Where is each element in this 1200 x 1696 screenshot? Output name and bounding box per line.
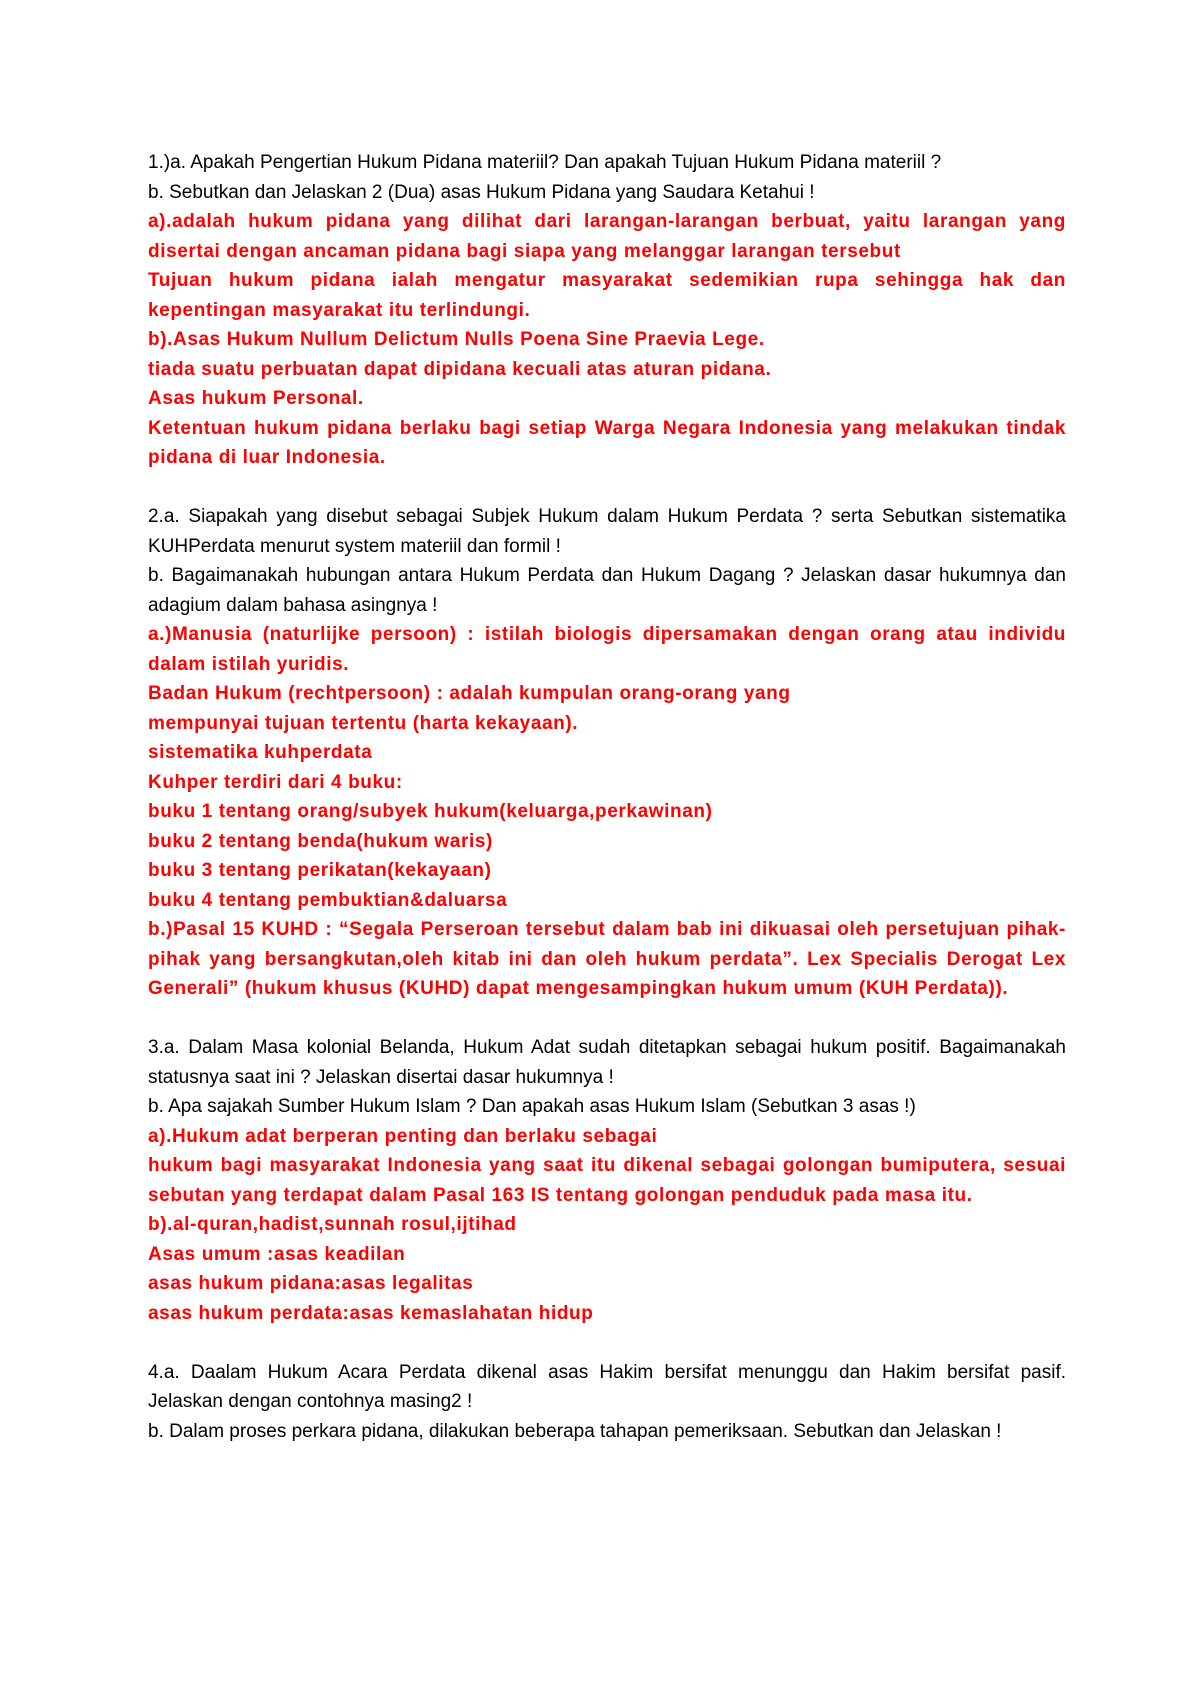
answer-3-line-6: asas hukum perdata:asas kemaslahatan hidup <box>148 1302 594 1324</box>
answer-2-line-10: b.)Pasal 15 KUHD : “Segala Perseroan tersebut dalam bab ini dikuasai oleh persetujuan pihak-pihak yang bersangkutan,oleh kitab ini dan oleh hukum perdata”. Lex Specialis Derogat Lex Generali” (hukum khusus (KUHD) dapat mengesampingkan hukum umum (KUH Perdata)). <box>148 919 1066 999</box>
question-1a: 1.)a. Apakah Pengertian Hukum Pidana materiil? Dan apakah Tujuan Hukum Pidana materiil ? <box>148 152 942 173</box>
answer-2-line-6: buku 1 tentang orang/subyek hukum(keluarga,perkawinan) <box>148 801 713 822</box>
answer-1-line-5: Asas hukum Personal. <box>148 388 364 409</box>
answer-3-line-4: Asas umum :asas keadilan <box>148 1243 406 1265</box>
answer-2-line-9: buku 4 tentang pembuktian&daluarsa <box>148 889 508 911</box>
answer-1-line-4: tiada suatu perbuatan dapat dipidana kecuali atas aturan pidana. <box>148 358 772 380</box>
section-3 <box>148 1033 1066 1328</box>
question-4b: b. Dalam proses perkara pidana, dilakukan beberapa tahapan pemeriksaan. Sebutkan dan Jelaskan ! <box>148 1420 1002 1442</box>
answer-2-line-2: Badan Hukum (rechtpersoon) : adalah kumpulan orang-orang yang <box>148 683 791 704</box>
section-2 <box>148 502 1066 1004</box>
answer-2-line-3: mempunyai tujuan tertentu (harta kekayaan). <box>148 712 579 734</box>
section-spacer <box>148 473 1066 503</box>
answer-3-line-2: hukum bagi masyarakat Indonesia yang saat itu dikenal sebagai golongan bumiputera, sesuai sebutan yang terdapat dalam Pasal 163 IS tentang golongan penduduk pada masa itu. <box>148 1155 1066 1206</box>
answer-2-line-5: Kuhper terdiri dari 4 buku: <box>148 771 403 793</box>
question-2a: 2.a. Siapakah yang disebut sebagai Subjek Hukum dalam Hukum Perdata ? serta Sebutkan sistematika KUHPerdata menurut system materiil dan formil ! <box>148 506 1066 557</box>
question-3a: 3.a. Dalam Masa kolonial Belanda, Hukum Adat sudah ditetapkan sebagai hukum positif. Bagaimanakah statusnya saat ini ? Jelaskan disertai dasar hukumnya ! <box>148 1037 1066 1088</box>
answer-1-line-2: Tujuan hukum pidana ialah mengatur masyarakat sedemikian rupa sehingga hak dan kepentingan masyarakat itu terlindungi. <box>148 270 1066 321</box>
section-spacer <box>148 1004 1066 1034</box>
section-1 <box>148 148 1066 473</box>
answer-3-line-5: asas hukum pidana:asas legalitas <box>148 1273 474 1294</box>
question-1b: b. Sebutkan dan Jelaskan 2 (Dua) asas Hukum Pidana yang Saudara Ketahui ! <box>148 181 815 203</box>
answer-2-line-1: a.)Manusia (naturlijke persoon) : istilah biologis dipersamakan dengan orang atau individu dalam istilah yuridis. <box>148 624 1066 675</box>
answer-2-line-8: buku 3 tentang perikatan(kekayaan) <box>148 860 492 881</box>
answer-3-line-3: b).al-quran,hadist,sunnah rosul,ijtihad <box>148 1214 517 1235</box>
answer-3-line-1: a).Hukum adat berperan penting dan berlaku sebagai <box>148 1125 658 1147</box>
question-2b: b. Bagaimanakah hubungan antara Hukum Perdata dan Hukum Dagang ? Jelaskan dasar hukumnya dan adagium dalam bahasa asingnya ! <box>148 565 1066 616</box>
question-3b: b. Apa sajakah Sumber Hukum Islam ? Dan apakah asas Hukum Islam (Sebutkan 3 asas !) <box>148 1096 916 1117</box>
answer-2-line-4: sistematika kuhperdata <box>148 742 373 763</box>
answer-1-line-6: Ketentuan hukum pidana berlaku bagi setiap Warga Negara Indonesia yang melakukan tindak pidana di luar Indonesia. <box>148 417 1066 468</box>
question-4a: 4.a. Daalam Hukum Acara Perdata dikenal asas Hakim bersifat menunggu dan Hakim bersifat pasif. Jelaskan dengan contohnya masing2 ! <box>148 1361 1066 1412</box>
answer-1-line-3: b).Asas Hukum Nullum Delictum Nulls Poena Sine Praevia Lege. <box>148 329 765 350</box>
section-spacer <box>148 1328 1066 1358</box>
answer-1-line-1: a).adalah hukum pidana yang dilihat dari larangan-larangan berbuat, yaitu larangan yang disertai dengan ancaman pidana bagi siapa yang melanggar larangan tersebut <box>148 211 1066 262</box>
answer-2-line-7: buku 2 tentang benda(hukum waris) <box>148 830 493 852</box>
section-4 <box>148 1358 1066 1447</box>
document-page <box>148 148 1066 1446</box>
